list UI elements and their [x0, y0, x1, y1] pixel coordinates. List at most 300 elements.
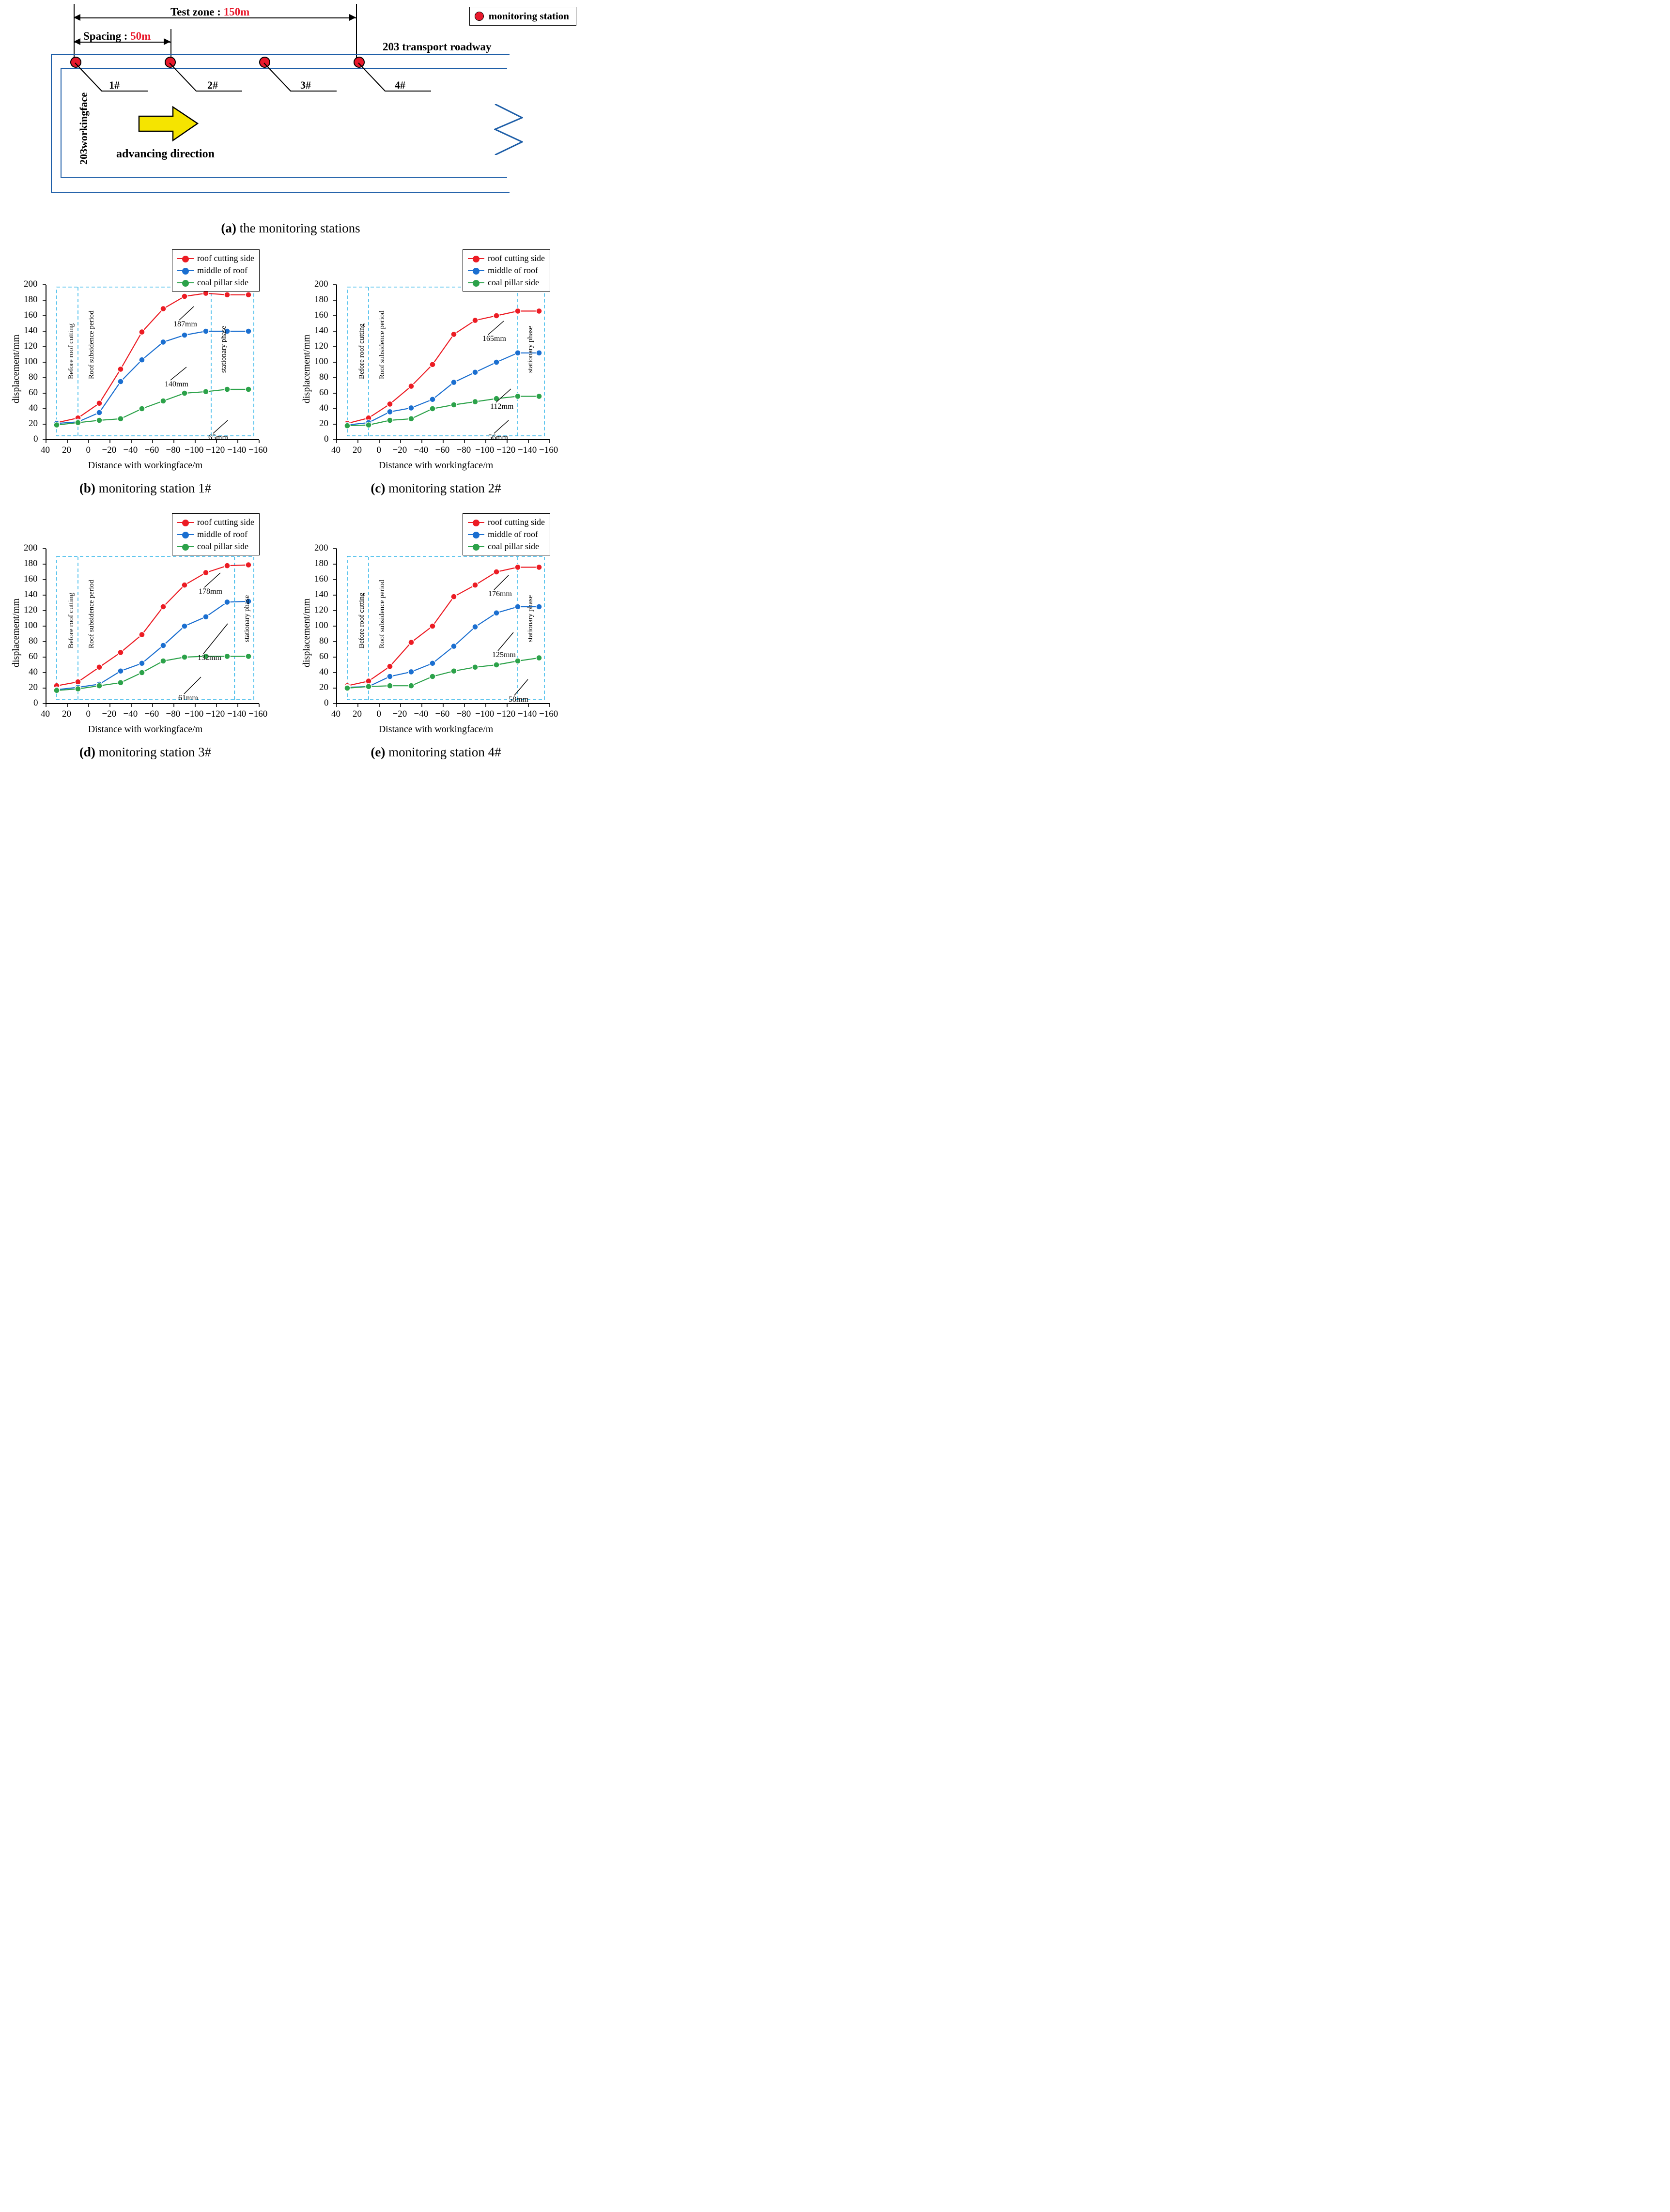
y-tick-label: 140 [24, 589, 38, 599]
x-tick-label: −100 [475, 709, 495, 719]
legend-marker-icon [468, 258, 484, 259]
roadway-label: 203 transport roadway [383, 41, 492, 53]
station-dot-icon [475, 12, 484, 21]
data-point [430, 406, 435, 412]
series-line-0 [347, 567, 539, 686]
annotation-label: 65mm [208, 433, 228, 442]
chart-legend [463, 249, 550, 292]
data-point [536, 604, 542, 610]
y-tick-label: 200 [24, 543, 38, 553]
data-point [344, 685, 350, 691]
data-point [75, 420, 81, 426]
data-point [246, 562, 251, 568]
legend-label: coal pillar side [488, 541, 539, 551]
zone-label-0: Before roof cutting [358, 593, 366, 648]
x-tick-label: −20 [392, 709, 407, 719]
data-point [387, 663, 393, 669]
legend-marker-icon [177, 270, 194, 271]
data-point [494, 313, 499, 319]
test-zone-value: 150m [223, 6, 250, 18]
legend-label: roof cutting side [197, 253, 254, 263]
x-tick-label: 20 [62, 445, 71, 455]
x-tick-label: 40 [331, 445, 340, 455]
data-point [472, 582, 478, 588]
y-tick-label: 60 [29, 387, 38, 398]
chart-legend [172, 513, 260, 555]
legend-marker-icon [468, 546, 484, 547]
data-point [387, 674, 393, 679]
x-tick-label: −80 [456, 709, 471, 719]
break-line-icon [494, 104, 523, 155]
y-tick-label: 0 [324, 698, 329, 708]
y-tick-label: 20 [29, 418, 38, 429]
zone-label-1: Roof subsidence period [378, 310, 386, 379]
data-point [118, 416, 124, 422]
data-point [451, 380, 457, 385]
y-axis-title: displacement/mm [11, 598, 21, 667]
x-tick-label: −40 [414, 445, 429, 455]
y-tick-label: 200 [24, 279, 38, 289]
annotation-label: 140mm [165, 380, 188, 388]
annotation-leader [514, 679, 528, 695]
data-point [139, 357, 145, 363]
series-line-2 [57, 389, 248, 425]
data-point [139, 329, 145, 335]
caption-c [291, 481, 581, 496]
data-point [96, 410, 102, 415]
data-point [160, 658, 166, 664]
data-point [536, 655, 542, 661]
data-point [408, 683, 414, 689]
caption-d [0, 745, 291, 760]
station-label-2: 2# [207, 79, 218, 91]
legend-item[interactable] [177, 540, 254, 553]
caption-d-prefix: (d) [79, 745, 95, 759]
data-point [118, 668, 124, 674]
data-point [246, 328, 251, 334]
y-tick-label: 200 [314, 543, 328, 553]
chart-d [0, 512, 291, 740]
figure-page [0, 0, 581, 776]
zone-label-1: Roof subsidence period [378, 580, 386, 648]
data-point [182, 293, 187, 299]
y-tick-label: 0 [33, 698, 38, 708]
x-tick-label: −40 [414, 709, 429, 719]
x-tick-label: −20 [102, 709, 117, 719]
legend-marker-icon [177, 546, 194, 547]
station-label-4: 4# [395, 79, 405, 91]
y-tick-label: 40 [319, 667, 328, 677]
x-tick-label: −140 [227, 445, 247, 455]
data-point [536, 564, 542, 570]
y-tick-label: 120 [314, 605, 328, 615]
data-point [182, 623, 187, 629]
x-tick-label: −80 [166, 709, 181, 719]
legend-item[interactable] [177, 276, 254, 289]
y-axis-title: displacement/mm [301, 334, 312, 403]
legend-item[interactable] [468, 264, 545, 276]
x-tick-label: −100 [185, 445, 204, 455]
y-tick-label: 100 [24, 356, 38, 367]
y-tick-label: 180 [314, 294, 328, 305]
x-tick-label: 20 [353, 709, 362, 719]
data-point [536, 308, 542, 314]
y-tick-label: 0 [33, 434, 38, 444]
data-point [75, 686, 81, 692]
x-tick-label: −120 [206, 445, 225, 455]
legend-item[interactable] [468, 276, 545, 289]
legend-item[interactable] [468, 252, 545, 264]
annotation-leader [179, 307, 194, 320]
x-axis-title: Distance with workingface/m [88, 724, 203, 735]
y-tick-label: 160 [24, 310, 38, 320]
annotation-label: 187mm [173, 320, 197, 328]
arrow-left-icon-2 [74, 38, 80, 45]
data-point [224, 386, 230, 392]
data-point [472, 624, 478, 630]
zone-label-2: stationary phase [526, 595, 534, 642]
annotation-label: 112mm [490, 402, 514, 411]
x-tick-label: 40 [331, 709, 340, 719]
annotation-leader [496, 389, 511, 402]
zone-label-0: Before roof cutting [358, 323, 366, 379]
x-tick-label: 40 [41, 445, 50, 455]
x-tick-label: 0 [86, 445, 91, 455]
station-label-3: 3# [300, 79, 311, 91]
x-tick-label: 0 [376, 709, 381, 719]
annotation-label: 56mm [488, 433, 508, 442]
data-point [75, 679, 81, 685]
data-point [54, 422, 60, 428]
legend-item[interactable] [468, 540, 545, 553]
legend-label: middle of roof [488, 265, 538, 275]
y-tick-label: 60 [319, 651, 328, 661]
data-point [451, 594, 457, 599]
zone-label-1: Roof subsidence period [88, 310, 95, 379]
data-point [472, 369, 478, 375]
y-tick-label: 80 [319, 372, 328, 382]
data-point [515, 604, 521, 610]
data-point [494, 610, 499, 616]
x-tick-label: −160 [539, 709, 558, 719]
legend-item[interactable] [177, 516, 254, 528]
data-point [203, 389, 209, 395]
annotation-label: 58mm [509, 695, 528, 704]
data-point [387, 409, 393, 415]
x-tick-label: −60 [144, 445, 159, 455]
y-tick-label: 80 [29, 372, 38, 382]
chart-cell-c [291, 248, 581, 512]
y-tick-label: 180 [24, 294, 38, 305]
x-tick-label: 40 [41, 709, 50, 719]
data-point [96, 683, 102, 689]
data-point [366, 678, 371, 684]
data-point [139, 661, 145, 666]
data-point [515, 564, 521, 570]
annotation-leader [498, 632, 513, 651]
data-point [139, 670, 145, 676]
y-tick-label: 140 [314, 589, 328, 599]
y-tick-label: 140 [24, 325, 38, 336]
legend-monitoring-station [469, 7, 576, 26]
y-tick-label: 20 [319, 418, 328, 429]
y-tick-label: 60 [29, 651, 38, 661]
x-tick-label: −160 [539, 445, 558, 455]
x-tick-label: −20 [102, 445, 117, 455]
annotation-leader [213, 420, 228, 433]
y-tick-label: 140 [314, 325, 328, 336]
x-tick-label: −60 [435, 709, 450, 719]
annotation-leader [170, 367, 186, 380]
data-point [515, 350, 521, 356]
x-tick-label: −80 [456, 445, 471, 455]
legend-marker-icon [177, 282, 194, 283]
data-point [118, 649, 124, 655]
series-line-1 [347, 607, 539, 687]
y-tick-label: 160 [314, 574, 328, 584]
data-point [246, 653, 251, 659]
zone-label-1: Roof subsidence period [88, 580, 95, 648]
data-point [246, 386, 251, 392]
data-point [387, 683, 393, 689]
data-point [160, 398, 166, 404]
spacing-text: Spacing : 50m [83, 30, 151, 42]
data-point [203, 570, 209, 576]
x-tick-label: −20 [392, 445, 407, 455]
caption-b [0, 481, 291, 496]
data-point [430, 397, 435, 402]
y-tick-label: 100 [314, 356, 328, 367]
data-point [224, 653, 230, 659]
y-tick-label: 40 [29, 667, 38, 677]
legend-item[interactable] [468, 528, 545, 540]
caption-c-text: monitoring station 2# [385, 481, 501, 495]
arrow-left-icon [74, 14, 80, 21]
data-point [408, 640, 414, 645]
panel-a-monitoring-layout [0, 0, 581, 218]
y-tick-label: 40 [29, 403, 38, 413]
x-tick-label: −60 [435, 445, 450, 455]
dashed-region-box [347, 287, 544, 436]
x-tick-label: −160 [248, 445, 268, 455]
data-point [387, 401, 393, 407]
data-point [160, 643, 166, 648]
legend-item[interactable] [177, 252, 254, 264]
chart-legend [172, 249, 260, 292]
x-tick-label: −80 [166, 445, 181, 455]
chart-c [291, 248, 581, 476]
y-tick-label: 60 [319, 387, 328, 398]
legend-label: coal pillar side [197, 277, 248, 287]
data-point [182, 582, 187, 588]
caption-b-text: monitoring station 1# [95, 481, 212, 495]
legend-label: middle of roof [488, 529, 538, 539]
x-tick-label: 20 [353, 445, 362, 455]
legend-item[interactable] [468, 516, 545, 528]
data-point [96, 400, 102, 406]
legend-item[interactable] [177, 528, 254, 540]
charts-grid [0, 248, 581, 776]
data-point [96, 664, 102, 670]
y-tick-label: 120 [24, 605, 38, 615]
x-tick-label: 0 [376, 445, 381, 455]
y-tick-label: 120 [24, 341, 38, 351]
x-tick-label: −160 [248, 709, 268, 719]
data-point [408, 669, 414, 675]
legend-marker-icon [177, 258, 194, 259]
zone-label-0: Before roof cutting [67, 593, 75, 648]
x-tick-label: −120 [496, 445, 516, 455]
y-tick-label: 80 [319, 636, 328, 646]
x-tick-label: −120 [496, 709, 516, 719]
y-tick-label: 80 [29, 636, 38, 646]
legend-label: middle of roof [197, 265, 247, 275]
data-point [118, 680, 124, 686]
x-tick-label: −40 [123, 445, 138, 455]
data-point [451, 331, 457, 337]
data-point [472, 318, 478, 323]
y-tick-label: 20 [319, 682, 328, 692]
legend-item[interactable] [177, 264, 254, 276]
dim-line-right [356, 4, 357, 62]
dim-line-left [74, 4, 75, 62]
zone-label-2: stationary phase [220, 325, 228, 373]
workingface-label: 203workingface [77, 92, 90, 165]
chart-e [291, 512, 581, 740]
y-tick-label: 200 [314, 279, 328, 289]
data-point [182, 390, 187, 396]
arrow-right-icon-2 [164, 38, 170, 45]
annotation-leader [203, 624, 228, 654]
legend-marker-icon [468, 282, 484, 283]
data-point [408, 416, 414, 422]
x-axis-title: Distance with workingface/m [378, 460, 494, 471]
data-point [494, 396, 499, 401]
y-axis-title: displacement/mm [301, 598, 312, 667]
chart-cell-b [0, 248, 291, 512]
caption-a [0, 221, 581, 236]
data-point [536, 350, 542, 356]
data-point [224, 599, 230, 605]
caption-e-prefix: (e) [371, 745, 386, 759]
test-zone-text: Test zone : 150m [170, 6, 250, 18]
chart-cell-d [0, 512, 291, 776]
x-tick-label: 0 [86, 709, 91, 719]
x-tick-label: −140 [518, 445, 537, 455]
legend-marker-icon [468, 270, 484, 271]
data-point [451, 402, 457, 408]
legend-marker-icon [177, 534, 194, 535]
data-point [182, 654, 187, 660]
data-point [160, 339, 166, 345]
x-tick-label: −140 [518, 709, 537, 719]
spacing-value: 50m [130, 30, 151, 42]
legend-marker-icon [468, 534, 484, 535]
data-point [494, 359, 499, 365]
zone-label-2: stationary phase [526, 325, 534, 373]
data-point [515, 393, 521, 399]
zone-label-2: stationary phase [243, 595, 251, 642]
legend-monitoring-station-label: monitoring station [488, 10, 569, 22]
data-point [451, 668, 457, 674]
data-point [366, 684, 371, 690]
data-point [408, 405, 414, 411]
data-point [160, 604, 166, 610]
data-point [430, 623, 435, 629]
annotation-label: 132mm [198, 654, 221, 662]
chart-cell-e [291, 512, 581, 776]
y-tick-label: 100 [314, 620, 328, 630]
caption-a-prefix: (a) [221, 221, 236, 235]
data-point [472, 399, 478, 405]
chart-b [0, 248, 291, 476]
y-tick-label: 0 [324, 434, 329, 444]
x-tick-label: −100 [185, 709, 204, 719]
caption-c-prefix: (c) [371, 481, 386, 495]
station-label-1: 1# [109, 79, 120, 91]
caption-e-text: monitoring station 4# [385, 745, 501, 759]
annotation-leader [488, 321, 504, 335]
data-point [203, 328, 209, 334]
data-point [118, 379, 124, 384]
data-point [494, 569, 499, 575]
annotation-leader [184, 677, 201, 694]
x-tick-label: −60 [144, 709, 159, 719]
legend-marker-icon [177, 522, 194, 523]
caption-a-text: the monitoring stations [236, 221, 360, 235]
series-line-0 [57, 565, 248, 686]
legend-label: middle of roof [197, 529, 247, 539]
annotation-leader [494, 575, 509, 590]
zone-label-0: Before roof cutting [67, 323, 75, 379]
data-point [246, 292, 251, 298]
legend-marker-icon [468, 522, 484, 523]
y-axis-title: displacement/mm [11, 334, 21, 403]
data-point [139, 632, 145, 638]
x-tick-label: 20 [62, 709, 71, 719]
caption-e [291, 745, 581, 760]
x-tick-label: −120 [206, 709, 225, 719]
annotation-label: 178mm [199, 587, 222, 596]
advancing-direction-arrow-icon [138, 106, 199, 142]
data-point [387, 417, 393, 423]
legend-label: roof cutting side [488, 253, 545, 263]
data-point [344, 423, 350, 429]
chart-legend [463, 513, 550, 555]
y-tick-label: 180 [24, 558, 38, 568]
data-point [366, 422, 371, 428]
legend-label: coal pillar side [488, 277, 539, 287]
data-point [494, 662, 499, 668]
annotation-leader [494, 420, 509, 433]
x-axis-title: Distance with workingface/m [378, 724, 494, 735]
advancing-direction-label: advancing direction [116, 148, 215, 160]
data-point [203, 614, 209, 620]
data-point [224, 292, 230, 298]
data-point [451, 644, 457, 649]
data-point [515, 308, 521, 314]
y-tick-label: 100 [24, 620, 38, 630]
data-point [118, 366, 124, 372]
data-point [472, 664, 478, 670]
x-tick-label: −100 [475, 445, 495, 455]
data-point [139, 406, 145, 412]
data-point [430, 674, 435, 679]
data-point [160, 306, 166, 312]
annotation-label: 125mm [492, 651, 516, 659]
y-tick-label: 160 [24, 574, 38, 584]
arrow-right-icon [349, 14, 356, 21]
